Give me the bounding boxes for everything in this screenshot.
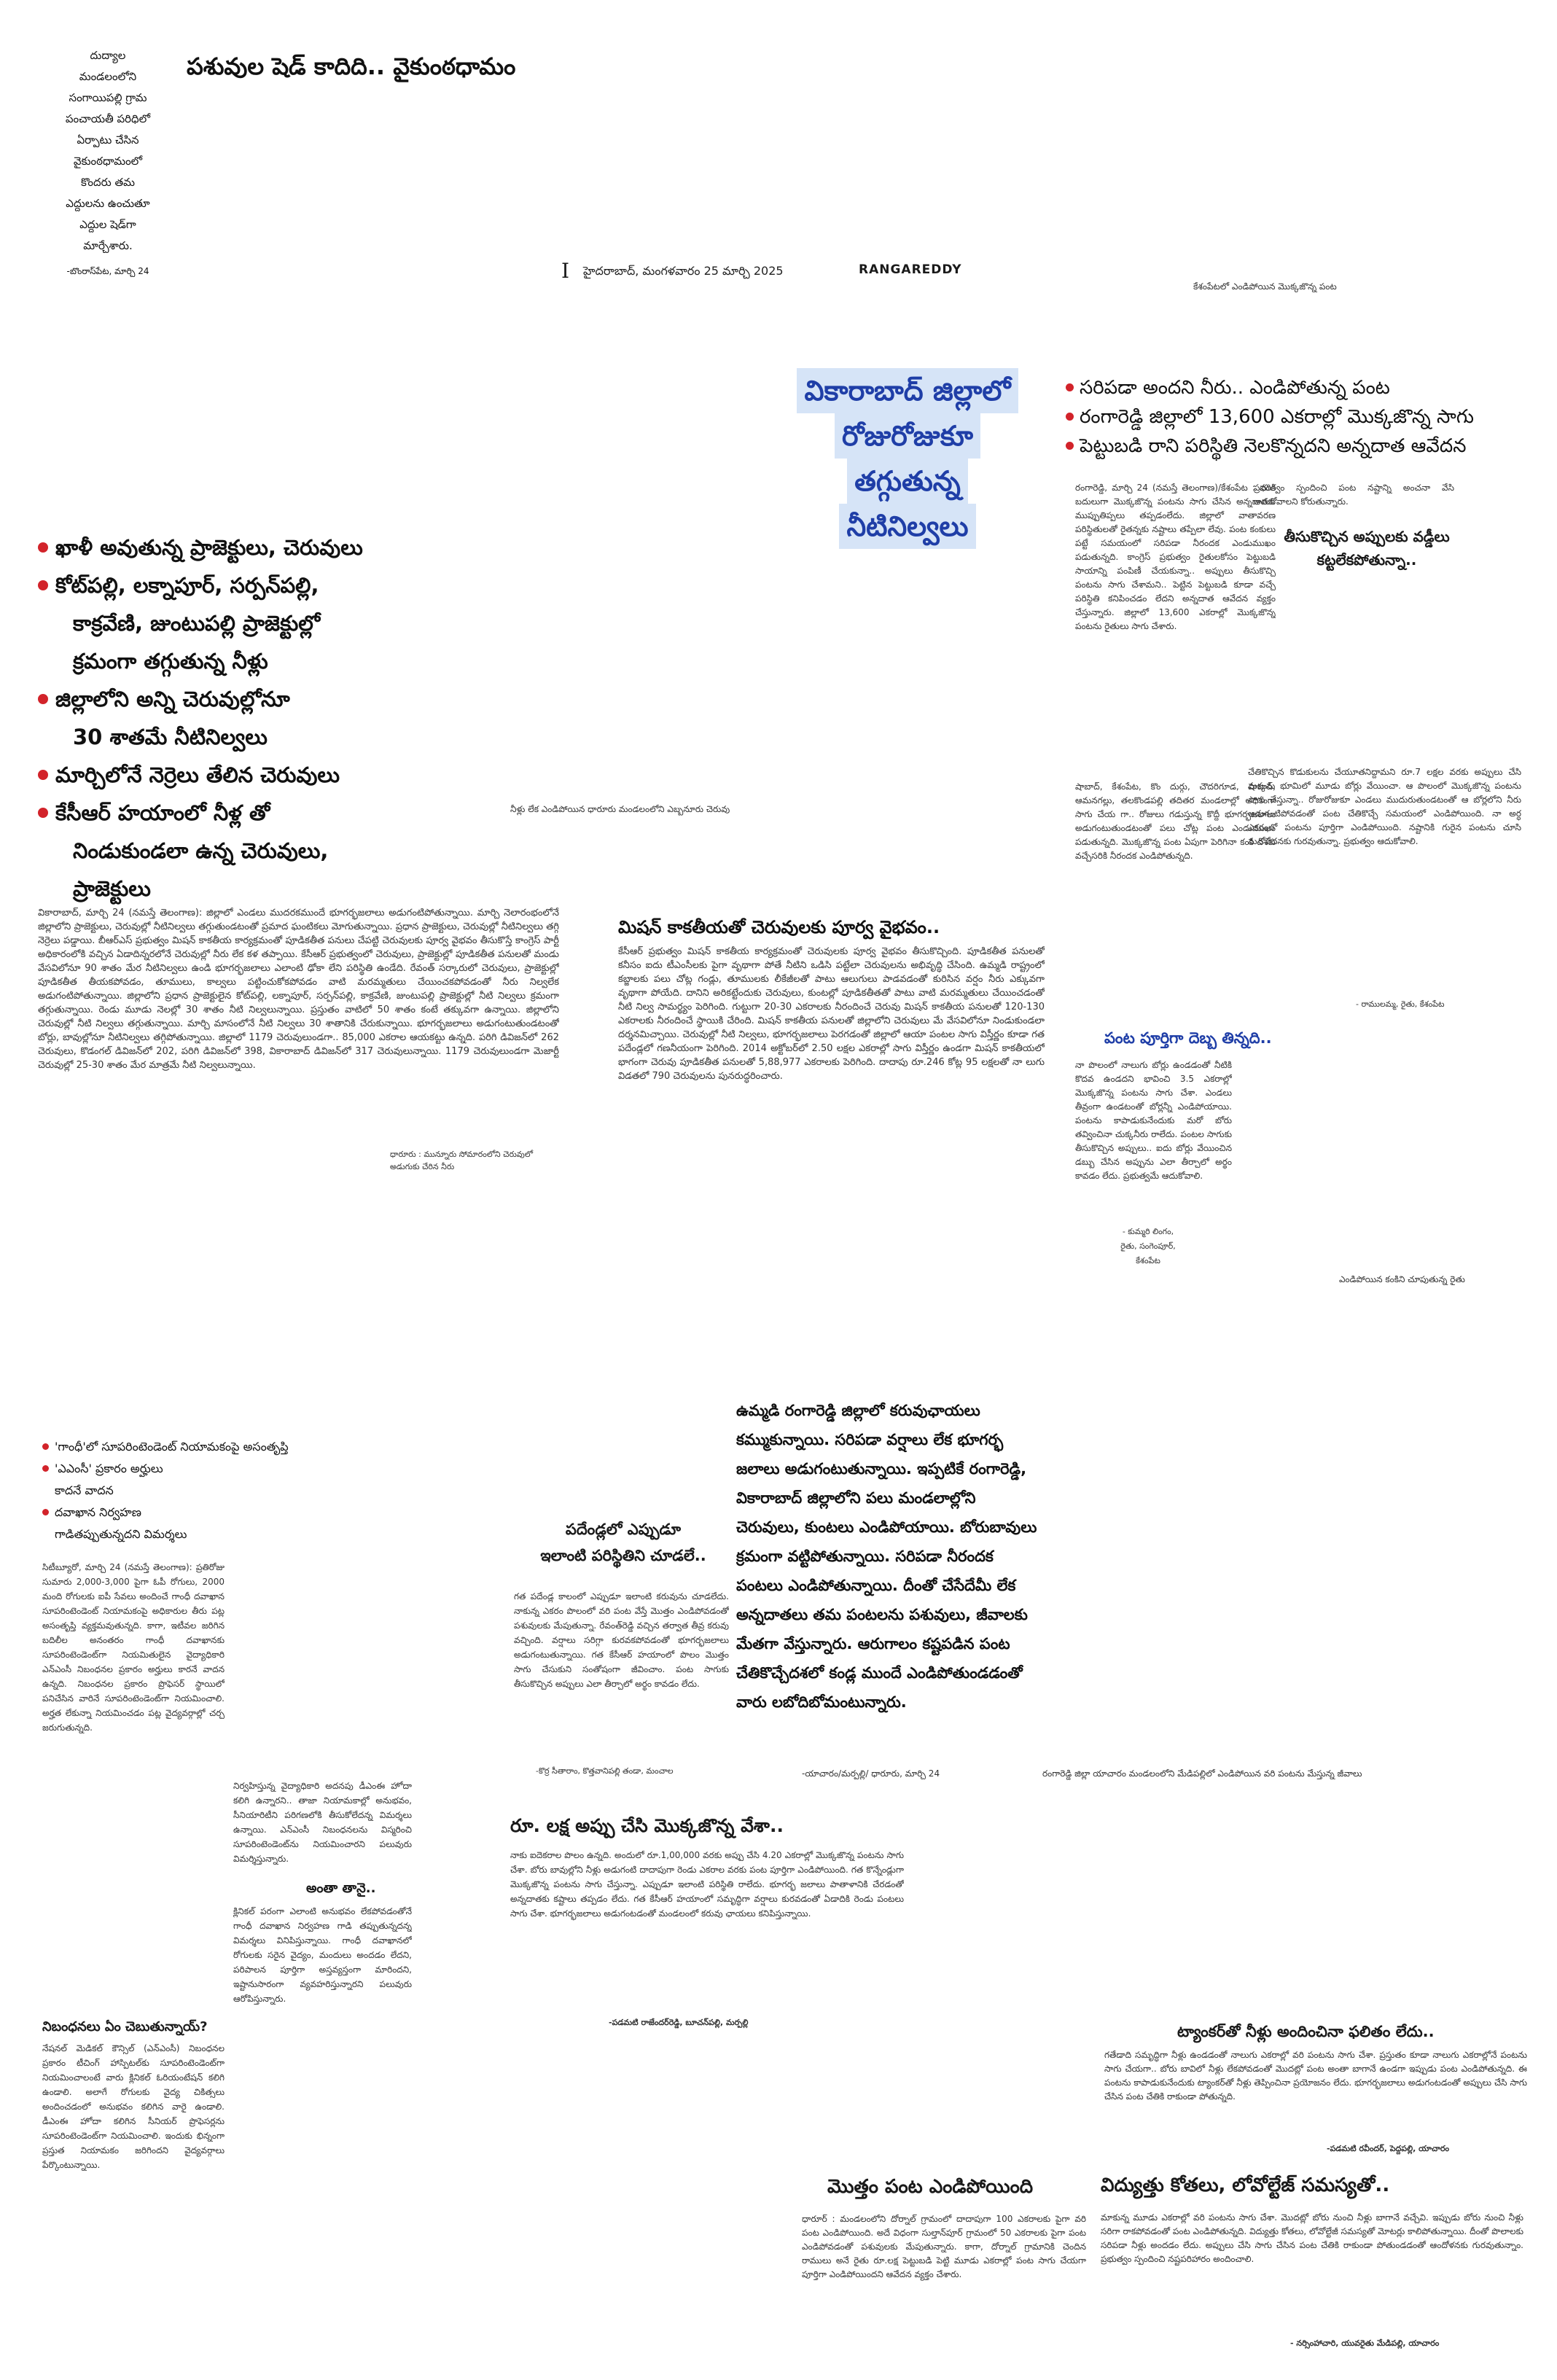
drought-intro: ఉమ్మడి రంగారెడ్డి జిల్లాలో కరువుఛాయలు కమ్ముకున్నాయి. సరిపడా వర్షాలు లేక భూగర్భ జలాలు అడుగంటుతున్నాయి. ఇప్పటికే రంగారెడ్డి, వికారాబాద్ జిల్లాలోని పలు మండలాల్లోని చెరువులు, కుంటలు ఎండిపోయాయి. బోరుబావులు క్రమంగా వట్టిపోతున్నాయి. సరిపడా నీరందక పంటలు ఎండిపోతున్నాయి. దీంతో చేసేదేమీ లేక అన్నదాతలు తమ పంటలను పశువులు, జీవాలకు మేతగా వేస్తున్నారు. ఆరుగాలం కష్టపడిన పంట చేతికొచ్చేదశలో కండ్ల ముందే ఎండిపోతుండడంతో వారు లబోదిబోమంటున్నారు. xyxy=(736,1402,1037,1711)
bullet-item xyxy=(42,1523,450,1545)
whole-crop-title: మొత్తం పంట ఎండిపోయింది xyxy=(827,2176,1034,2198)
bullet-text: గాడితప్పుతున్నదని విమర్శలు xyxy=(55,1527,187,1541)
tanker-credit: -పడమటి రవీందర్, పెద్దపల్లి, యాచారం xyxy=(1327,2144,1450,2153)
whole-crop-body: ధారూర్ : మండలంలోని దోర్నాల్ గ్రామంలో దాదాపుగా 100 ఎకరాలకు పైగా వరి పంట ఎండిపోయింది. అదే విధంగా సుల్తాన్‌పూర్ గ్రామంలో 50 ఎకరాలకు పైగా పంట ఎండిపోవడంతో పశువులకు మేపుతున్నారు. కాగా, దోర్నాల్ గ్రామానికి చెందిన రాములు అనే రైతు రూ.లక్ష పెట్టుబడి పెట్టి మూడు ఎకరాల్లో పంట సాగు చేయగా పూర్తిగా ఎండిపోయిందని ఆవేదన వ్యక్తం చేశారు. xyxy=(802,2214,1086,2279)
bullet-item xyxy=(38,794,446,832)
note-credit: -బొంరాస్‌పేట, మార్చి 24 xyxy=(66,266,149,276)
bullet-text: 30 శాతమే నీటినిల్వలు xyxy=(73,725,268,749)
note-line: వైకుంఠధామంలో xyxy=(73,155,143,168)
note-line: మార్చేశారు. xyxy=(83,239,133,252)
note-line: దుద్యాల xyxy=(90,49,126,62)
drought-dateline: -యాచారం/మర్పల్లి/ ధారూరు, మార్చి 24 xyxy=(802,1768,940,1779)
bullet-text: జిల్లాలోని అన్ని చెరువుల్లోనూ xyxy=(55,687,290,711)
lakh-loan-body: నాకు ఐదెకరాల పొలం ఉన్నది. అందులో రూ.1,00,000 వరకు అప్పు చేసి 4.20 ఎకరాల్లో మొక్కజొన్న పంటను సాగు చేశా. బోరు బావుల్లోని నీళ్లు అడుగంటి దాదాపుగా రెండు ఎకరాల వరకు పంట పూర్తిగా ఎండిపోయింది. గత కొన్నేండ్లుగా మొక్కజొన్న పంటను సాగు చేస్తున్నా. ఎప్పుడూ ఇలాంటి పరిస్థితి రాలేదు. భూగర్భ జలాలు పాతాళానికి చేరడంతో అన్నదాతకు కష్టాలు తప్పడం లేదు. గత కేసీఆర్ హయాంలో సమృద్ధిగా వర్షాలు కురవడంతో ఏడాదికి రెండు పంటలు సాగు చేశా. భూగర్భజలాలు అడుగంటడంతో మండలంలో కరువు ఛాయలు కనిపిస్తున్నాయి. xyxy=(510,1850,904,1919)
bullet-item xyxy=(42,1480,450,1502)
mission-body: కేసీఆర్ ప్రభుత్వం మిషన్ కాకతీయ కార్యక్రమంతో చెరువులకు పూర్వ వైభవం తీసుకొచ్చింది. పూడికతీత పనులతో కనీసం ఐదు టీఎంసీలకు పైగా వృథాగా పోతే నీటిని ఒడిసి పట్టేలా చెరువులను అభివృద్ధి చేసింది. ఉమ్మడి రాష్ట్రంలో కబ్జాలకు పలు చోట్ల గండ్లు, తూములకు లీకేజీలతో పాటు ఆలుగులు పాడవడంతో కురిసిన వర్షం నీరు ఎక్కువగా వృథాగా పోయేది. దానిని అరికట్టేందుకు చెరువులు, కుంటల్లో పూడికతీతతో పాటు వాటి మరమ్మతులు చేయించడంతో నీటి నిల్వ సామర్థ్యం పెరిగింది. గుట్టుగా 20-30 ఎకరాలకు నీరందించే చెరువు మిషన్ కాకతీయ పనులతో 120-130 ఎకరాలకు నీరందించే స్థాయికి చేరింది. మిషన్ కాకతీయ పనులతో జిల్లాలోని చెరువులు మే వేసవిలోనూ నిండుకుండలా దర్శనమిచ్చాయి. చెరువుల్లో నీటి నిల్వలు, భూగర్భజలాలు పెరగడంతో జిల్లాలో ఆయా పంటల సాగు విస్తీర్ణం కూడా గత పదేండ్లలో గణనీయంగా పెరిగింది. 2014 అక్టోబర్‌లో 2.50 లక్షల ఎకరాల్లో సాగు విస్తీర్ణం ఉండగా మిషన్ కాకతీయలో భాగంగా చెరువు పూడికతీత పనులతో 5,88,977 ఎకరాలకు పెరిగింది. దాదాపు రూ.246 కోట్ల 95 లక్షలతో నా లుగు విడతలో 790 చెరువులను పునరుద్ధరించారు. xyxy=(618,946,1045,1082)
title-line: పదేండ్లలో ఎప్పుడూ xyxy=(565,1521,682,1538)
rangareddy-body-3: ప్రభుత్వం స్పందించి పంట నష్టాన్ని అంచనా వేసి ఆదుకోవాలని కోరుతున్నారు. xyxy=(1254,483,1454,507)
bullet-item xyxy=(38,870,446,908)
power-cuts-body: మాకున్న మూడు ఎకరాల్లో వరి పంటను సాగు చేశా. మొదట్లో బోరు నుంచి నీళ్లు బాగానే వచ్చేవి. ఇప్పుడు బోరు నుంచి నీళ్లు సరిగా రాకపోవడంతో పంట ఎండిపోతున్నది. విద్యుత్తు కోతలు, లోవోల్టేజీ సమస్యతో మోటర్లు కాలిపోతున్నాయి. దీంతో పొలాలకు సరిపడా నీళ్లు అందడం లేదు. అప్పులు చేసి సాగు చేసిన పంట చేతికి రాకుండా పోతుండడంతో ఆందోళనకు గురవుతున్నాం. ప్రభుత్వం స్పందించి నష్టపరిహారం అందించాలి. xyxy=(1101,2212,1523,2264)
bullet-text: కాక్రవేణి, జుంటుపల్లి ప్రాజెక్టుల్లో xyxy=(73,611,321,636)
bullet-item xyxy=(1066,402,1532,432)
bullet-item xyxy=(38,832,446,870)
caption-kesampet: కేశంపేటలో ఎండిపోయిన మొక్కజొన్న పంట xyxy=(1193,281,1337,292)
note-line: ఏర్పాటు చేసిన xyxy=(77,133,139,147)
bullet-dot-icon xyxy=(42,1465,49,1472)
bullet-item xyxy=(38,528,446,566)
bullet-dot-icon xyxy=(38,542,48,553)
note-line: పంచాయతీ పరిధిలో xyxy=(65,112,151,125)
bullet-text: పెట్టుబడి రాని పరిస్థితి నెలకొన్నదని అన్నదాత ఆవేదన xyxy=(1080,435,1467,457)
caption-dharur-tank: నీళ్లు లేక ఎండిపోయిన ధారూరు మండలంలోని ఎబ్బనూరు చెరువు xyxy=(510,804,730,814)
lakh-loan-credit: -పడమటి రాజేందర్‌రెడ్డి, బూచన్‌పల్లి, మర్పల్లి xyxy=(609,2018,749,2027)
main-headline-line: రోజురోజుకూ xyxy=(835,413,980,459)
power-cuts-credit: - నర్సింహాచారి, యువరైతు మేడిపల్లి, యాచారం xyxy=(1290,2338,1440,2348)
photo-note xyxy=(42,45,173,282)
bullet-item xyxy=(42,1502,450,1523)
mission-title: మిషన్ కాకతీయతో చెరువులకు పూర్వ వైభవం.. xyxy=(618,917,940,937)
bullet-text: కేసీఆర్ హయాంలో నీళ్ల తో xyxy=(55,800,270,825)
section-label: RANGAREDDY xyxy=(859,262,962,277)
gandhi-body-3: క్లినికల్ పరంగా ఎలాంటి అనుభవం లేకపోవడంతోనే గాంధీ దవాఖాన నిర్వహణ గాడి తప్పుతున్నదన్న విమర్శలు వినిపిస్తున్నాయి. గాంధీ దవాఖానలో రోగులకు సరైన వైద్యం, మందులు అందడం లేదని, పరిపాలన పూర్తిగా అస్తవ్యస్తంగా మారిందని, ఇష్టానుసారంగా వ్యవహరిస్తున్నారని పలువురు ఆరోపిస్తున్నారు. xyxy=(233,1906,412,2004)
bullet-dot-icon xyxy=(38,770,48,780)
credit-line: కేశంపేట xyxy=(1136,1256,1160,1265)
ten-years-title xyxy=(514,1516,733,1569)
rangareddy-body-2: షాబాద్, కేశంపేట, కొం దుర్గు, చౌదరిగూడ, షాబాద్, ఆమనగల్లు, తలకొండపల్లి తదితర మండలాల్లో అధికంగా సాగు చేయ గా.. రోజులు గడుస్తున్న కొద్దీ భూగర్భజలాలు అడుగంటుతుండటంతో పలు చోట్ల పంట ఎండుముఖం పడుతున్నది. మొక్కజొన్న పంట ఏపుగా పెరిగినా కంకి దశకు వచ్చేసరికి నీరందక ఎండిపోతున్నది. xyxy=(1075,781,1276,861)
ten-years-credit: -కొర్ర సీతారాం, కొత్తవానిపల్లి తండా, మంచాల xyxy=(536,1766,674,1776)
credit-line: రైతు, సంగెంపూర్, xyxy=(1120,1241,1176,1251)
power-cuts-title: విద్యుత్తు కోతలు, లోవోల్టేజ్ సమస్యతో.. xyxy=(1101,2174,1390,2196)
main-headline-line: తగ్గుతున్న xyxy=(847,459,968,504)
gandhi-body-1: సిటీబ్యూరో, మార్చి 24 (నమస్తే తెలంగాణ): ప్రతిరోజు సుమారు 2,000-3,000 పైగా ఓపీ రోగులు, 2000 మంది రోగులకు ఐపీ సేవలు అందించే గాంధీ దవాఖాన సూపరింటెండెంట్ నియామకంపై అధికారుల తీరు పట్ల అసంతృప్తి వ్యక్తమవుతున్నది. కాగా, ఇటీవల జరిగిన బదిలీల అనంతరం గాంధీ దవాఖానకు సూపరింటెండెంట్‌గా నియమితులైన వైద్యాధికారి ఎన్ఎంసీ నిబంధనల ప్రకారం అర్హులు కారనే వాదన ఉన్నది. నిబంధనల ప్రకారం ప్రొఫెసర్ స్థాయిలో పనిచేసిన వారినే సూపరింటెండెంట్‌గా నియమించాలి. అర్హత లేకున్నా నియమించడం పట్ల వైద్యవర్గాల్లో చర్చ జరుగుతున్నది. xyxy=(42,1562,225,1733)
gandhi-body-4: నేషనల్ మెడికల్ కౌన్సిల్ (ఎన్ఎంసీ) నిబంధనల ప్రకారం టీచింగ్ హాస్పిటల్‌కు సూపరింటెండెంట్‌గా నియమించాలంటే వారు క్లినికల్ ఓరియంటేషన్ కలిగి ఉండాలి. అలాగే రోగులకు వైద్య చికిత్సలు అందించడంలో అనుభవం కలిగిన వారై ఉండాలి. డీఎంఈ హోదా కలిగిన సీనియర్ ప్రొఫెసర్లను సూపరింటెండెంట్‌గా నియమించాలి. ఇందుకు భిన్నంగా ప్రస్తుత నియామకం జరిగిందని వైద్యవర్గాలు పేర్కొంటున్నాయి. xyxy=(42,2043,225,2170)
bullet-item xyxy=(1066,373,1532,402)
note-line: సంగాయిపల్లి గ్రామ xyxy=(69,91,147,104)
bullet-item xyxy=(38,718,446,756)
bullet-text: 'గాంధీ'లో సూపరింటెండెంట్ నియామకంపై అసంతృప్తి xyxy=(55,1440,289,1454)
vikarabad-body: వికారాబాద్, మార్చి 24 (నమస్తే తెలంగాణ): జిల్లాలో ఎండలు ముదరకముందే భూగర్భజలాలు అడుగంటిపోతున్నాయి. మార్చి నెలారంభంలోనే జిల్లాలోని ప్రాజెక్టులు, చెరువుల్లో నీటినిల్వలు తగ్గుతుండటంతో ప్రమాద ఘంటికలు మోగుతున్నాయి. ప్రధాన ప్రాజెక్టులు, చెరువుల్లో నీటినిల్వలు తగ్గి నెర్రెలు పడ్డాయి. బీఆర్‌ఎస్ ప్రభుత్వం మిషన్ కాకతీయ కార్యక్రమంతో పూడికతీత పనులు చేపట్టి చెరువులకు పూర్వ వైభవం తీసుకొస్తే కాంగ్రెస్ పార్టీ అధికారంలోకి వచ్చిన ఏడాదిన్నరలోనే చెరువుల్లో నీరు లేక కళ తప్పాయి. కేసీఆర్ ప్రభుత్వంలో చెరువులు, ప్రాజెక్టుల్లో పూడికతీత పనులతో మండు వేసవిలోనూ 90 శాతం మేర నీటినిల్వలు ఉండి భూగర్భజలాలు ఎలాంటి ఢోకా లేని పరిస్థితి ఉండేది. రేవంత్ సర్కారులో చెరువులు, ప్రాజెక్టుల్లో పూడికతీత తీయకపోవడం, తూములు, కాల్వలు పట్టించుకోకపోవడం వాటి మరమ్మతులు చేయించకపోవడంతో నీరు నిల్వలేక అడుగంటిపోతున్నాయి. జిల్లాలోని ప్రధాన ప్రాజెక్టులైన కోట్‌పల్లి, లక్నాపూర్, సర్పన్‌పల్లి, కాక్రవేణి, జుంటుపల్లి ప్రాజెక్టుల్లో నీటి నిల్వలు క్రమంగా తగ్గుతున్నాయి. రెండు మూడు నెలల్లో 30 శాతం నీటి నిల్వలున్నాయి. ప్రస్తుతం వాటిలో 50 శాతం కంటే తక్కువగా ఉన్నాయి. జిల్లాలోని చెరువుల్లో నీటి నిల్వలు తగ్గుతున్నాయి. మార్చి మాసంలోనే నీటి నిల్వలు 30 శాతానికి చేరుకున్నాయి. భూగర్భజలాలు అడుగంటుతుండటంతో బోర్లు, బావుల్లోనూ నీటినిల్వలు తగ్గిపోతున్నాయి. జిల్లాలో 1179 చెరువులుండగా.. 85,000 ఎకరాల ఆయకట్టు ఉన్నది. పరిగి డివిజన్‌లో 262 చెరువులు, కొడంగల్ డివిజన్‌లో 202, పరిగి డివిజన్‌లో 398, వికారాబాద్ డివిజన్‌లో 317 చెరువులున్నాయి. 1179 చెరువులుండగా మెజార్టీ చెరువుల్లో 25-30 శాతం మేర మాత్రమే నీటి నిల్వలున్నాయి. xyxy=(38,908,559,1071)
crop-loss-title: పంట పూర్తిగా దెబ్బ తిన్నది.. xyxy=(1104,1029,1272,1047)
crop-loss-credit xyxy=(1093,1225,1203,1268)
note-line: మండలంలోని xyxy=(79,70,137,83)
bullet-dot-icon xyxy=(1066,383,1074,391)
bullet-dot-icon xyxy=(38,808,48,818)
bullet-dot-icon xyxy=(42,1443,49,1450)
note-line: ఎద్దుల షెడ్‌గా xyxy=(79,218,136,231)
bullet-text: క్రమంగా తగ్గుతున్న నీళ్లు xyxy=(73,649,268,674)
bullet-item xyxy=(42,1458,450,1480)
bullet-text: మార్చిలోనే నెర్రెలు తేలిన చెరువులు xyxy=(55,762,340,787)
credit-line: - కుమ్మరి లింగం, xyxy=(1122,1227,1174,1236)
gandhi-bullets xyxy=(42,1436,450,1545)
tanker-body: గతేడాది సమృద్ధిగా నీళ్లు ఉండడంతో నాలుగు ఎకరాల్లో వరి పంటను సాగు చేశా. ప్రస్తుతం కూడా నాలుగు ఎకరాల్లోనే పంటను సాగు చేయగా.. బోరు బావిలో నీళ్లు లేకపోవడంతో మొదట్లో పంట అంతా బాగానే ఉండగా ఇప్పుడు పంట ఎండిపోతున్నది. ఈ పంటను కాపాడుకునేందుకు ట్యాంకర్‌తో నీళ్లు తెప్పించినా ప్రయోజనం లేదు. భూగర్భజలాలు అడుగంటడంతో అప్పులు చేసి సాగు చేసిన పంట చేతికి రాకుండా పోతున్నది. xyxy=(1104,2050,1527,2102)
bullet-text: రంగారెడ్డి జిల్లాలో 13,600 ఎకరాల్లో మొక్కజొన్న సాగు xyxy=(1080,406,1475,428)
bullet-text: కోట్‌పల్లి, లక్నాపూర్, సర్పన్‌పల్లి, xyxy=(55,573,319,598)
gandhi-subhead-2: నిబంధనలు ఏం చెబుతున్నాయ్? xyxy=(42,2019,208,2034)
caption-dharur-credit: ధారూరు : మున్నూరు సోమారంలోని చెరువులో అడుగుకు చేరిన నీరు xyxy=(390,1150,534,1171)
ten-years-body: గత పదేండ్ల కాలంలో ఎప్పుడూ ఇలాంటి కరువును చూడలేదు. నాకున్న ఎకరం పొలంలో వరి పంట వేస్తే మొత్తం ఎండిపోవడంతో పశువులకు మేపుతున్నా. రేవంత్‌రెడ్డి వచ్చిన తర్వాత తీవ్ర కరువు వచ్చింది. వర్షాలు సరిగ్గా కురవకపోవడంతో భూగర్భజలాలు అడుగంటుతున్నాయి. గత కేసీఆర్ హయాంలో పొలం మొత్తం సాగు చేసుకుని సంతోషంగా జీవించాం. పంట సాగుకు తీసుకొచ్చిన అప్పులు ఎలా తీర్చాలో అర్థం కావడం లేదు. xyxy=(514,1591,729,1689)
bullet-dot-icon xyxy=(38,580,48,590)
caption-rangareddy-cattle: రంగారెడ్డి జిల్లా యాచారం మండలంలోని మేడిపల్లిలో ఎండిపోయిన వరి పంటను మేస్తున్న జీవాలు xyxy=(1042,1768,1362,1779)
bullet-text: కాదనే వాదన xyxy=(55,1483,114,1497)
bullet-item xyxy=(38,680,446,718)
main-headline-box xyxy=(784,368,1031,549)
page-marker: I xyxy=(561,259,570,283)
crop-loss-body: నా పొలంలో నాలుగు బోర్లు ఉండడంతో నీటికి కొదవ ఉండదని భావించి 3.5 ఎకరాల్లో మొక్కజొన్న పంటను సాగు చేశా. ఎండలు తీవ్రంగా ఉండటంతో బోర్లన్నీ ఎండిపోయాయి. పంటను కాపాడుకునేందుకు మరో బోరు తవ్వించినా చుక్కనీరు రాలేదు. పంటల సాగుకు తీసుకొచ్చిన అప్పులు.. ఐదు బోర్లు వేయించిన డబ్బు చేసిన అప్పును ఎలా తీర్చాలో అర్థం కావడం లేదు. ప్రభుత్వమే ఆదుకోవాలి. xyxy=(1075,1060,1232,1181)
bullet-text: నిండుకుండలా ఉన్న చెరువులు, xyxy=(73,838,329,863)
bullet-item xyxy=(38,756,446,794)
bullet-item xyxy=(38,566,446,604)
main-headline-line: వికారాబాద్ జిల్లాలో xyxy=(797,368,1018,413)
bullet-dot-icon xyxy=(42,1509,49,1515)
vikarabad-bullets xyxy=(38,528,446,908)
bullet-item xyxy=(38,642,446,680)
title-line: ఇలాంటి పరిస్థితిని చూడలే.. xyxy=(540,1547,706,1564)
gandhi-body-2: నిర్వహిస్తున్న వైద్యాధికారి అదనపు డీఎంఈ హోదా కలిగి ఉన్నారని.. తాజా నియామకాల్లో అనుభవం, సీనియారిటీని పరిగణలోకి తీసుకోలేదన్న విమర్శలు ఉన్నాయి. ఎన్ఎంసీ నిబంధనలను విస్మరించి సూపరింటెండెంట్‌ను నియమించారని పలువురు విమర్శిస్తున్నారు. xyxy=(233,1781,412,1864)
tanker-title: ట్యాంకర్‌తో నీళ్లు అందించినా ఫలితం లేదు.. xyxy=(1177,2023,1435,2040)
note-line: కొందరు తమ xyxy=(80,176,136,189)
main-headline-line: నీటినిల్వలు xyxy=(839,504,975,549)
loans-title: తీసుకొచ్చిన అప్పులకు వడ్డీలు కట్టలేకపోతున్నా.. xyxy=(1284,528,1450,569)
loans-body: చేతికొచ్చిన కొడుకులను చేయూతనిద్దామని రూ.7 లక్షల వరకు అప్పులు చేసి మక్కను భూమిలో మూడు బోర్లు వేయించా. ఆ పొలంలో మొక్కజొన్న పంటను సాగు చేస్తున్నా.. రోజురోజుకూ ఎండలు ముదురుతుండటంతో ఆ బోర్లలోని నీరు అడుగంటిపోవడంతో పంట చేతికొచ్చే సమయంలో ఎండిపోయింది. నా అర్ధ ఎకరంలో పంటను పూర్తిగా ఎండిపోయింది. నష్టానికి గురైన పంటను చూసి మనోవేదనకు గురవుతున్నా. ప్రభుత్వం ఆదుకోవాలి. xyxy=(1248,767,1521,846)
bullet-item xyxy=(42,1436,450,1458)
bullet-text: 'ఎఎంసీ' ప్రకారం అర్హులు xyxy=(55,1462,163,1475)
note-line: ఎద్దులను ఉంచుతూ xyxy=(66,197,150,210)
bullet-dot-icon xyxy=(38,694,48,704)
date-line: హైదరాబాద్, మంగళవారం 25 మార్చి 2025 xyxy=(583,264,784,278)
photo-headline: పశువుల షెడ్ కాదిది.. వైకుంఠధామం xyxy=(187,52,516,80)
bullet-text: ప్రాజెక్టులు xyxy=(73,876,151,901)
bullet-dot-icon xyxy=(1066,442,1074,450)
bullet-text: సరిపడా అందని నీరు.. ఎండిపోతున్న పంట xyxy=(1080,377,1390,399)
gandhi-subhead-1: అంతా తానై.. xyxy=(306,1881,376,1896)
bullet-item xyxy=(1066,432,1532,461)
lakh-loan-title: రూ. లక్ష అప్పు చేసి మొక్కజొన్న వేశా.. xyxy=(510,1815,784,1836)
bullet-text: ఖాళీ అవుతున్న ప్రాజెక్టులు, చెరువులు xyxy=(55,535,363,560)
rangareddy-body-1: రంగారెడ్డి, మార్చి 24 (నమస్తే తెలంగాణ)/కేశంపేట : వరికి బదులుగా మొక్కజొన్న పంటను సాగు చేసిన అన్నదాతకు ముప్పుతిప్పలు తప్పడంలేదు. జిల్లాలో వాతావరణ పరిస్థితులతో రైతన్నకు నష్టాలు తప్పేలా లేవు. పంట కంకులు పట్టే సమయంలో సరిపడా నీరందక ఎండుముఖం పడుతున్నది. కాంగ్రెస్ ప్రభుత్వం రైతులకోసం పెట్టుబడి సాయాన్ని పంపిణీ చేయకున్నా.. అప్పులు తీసుకొచ్చి పంటను సాగు చేశామని.. పెట్టిన పెట్టుబడి కూడా వచ్చే పరిస్థితి కనిపించడం లేదని అన్నదాత ఆవేదన వ్యక్తం చేస్తున్నారు. జిల్లాలో 13,600 ఎకరాల్లో మొక్కజొన్న పంటను రైతులు సాగు చేశారు. xyxy=(1075,483,1276,631)
bullet-dot-icon xyxy=(1066,413,1074,421)
rangareddy-bullets xyxy=(1066,373,1532,461)
bullet-item xyxy=(38,604,446,642)
caption-farmer-crop: ఎండిపోయిన కంకిని చూపుతున్న రైతు xyxy=(1339,1274,1465,1284)
bullet-text: దవాఖాన నిర్వహణ xyxy=(55,1505,141,1519)
loans-credit: - రాములమ్మ, రైతు, కేశంపేట xyxy=(1356,999,1445,1009)
